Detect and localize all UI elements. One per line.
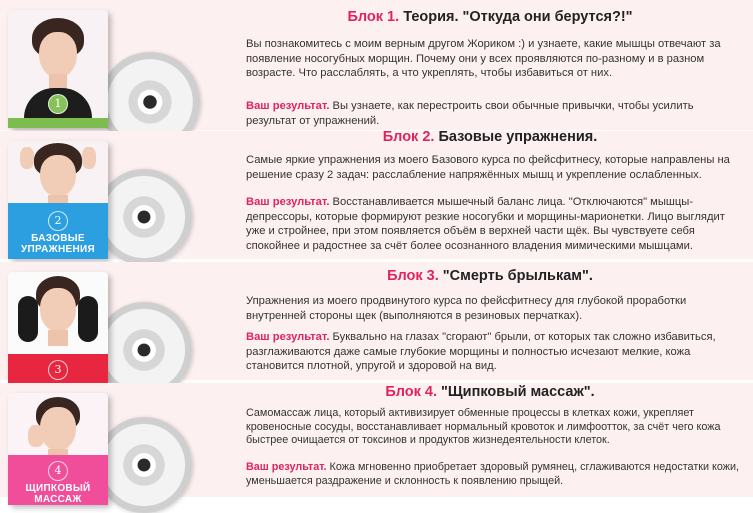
dvd-artwork-4 (0, 383, 230, 505)
block-number-badge: 2 (48, 211, 68, 231)
result-label: Ваш результат. (246, 100, 330, 112)
result-text: Буквально на глазах "сгорают" брыли, от которых так сложно избавиться, разглаживаются даже самые глубокие морщины и полностью исчезают мелкие, кожа становится плотной, упругой и здоровой на вид. (246, 331, 716, 372)
block-number-badge: 4 (48, 461, 68, 481)
block-title (240, 384, 740, 400)
block-description: Самомассаж лица, который активизирует обменные процессы в клетках кожи, укрепляет кровеносные сосуды, восстанавливает нормальный кровоток и лимфоотток, за счёт чего кожа быстрее очищается от токсинов и продуктов жизнедеятельности клеток. (246, 407, 721, 446)
block-3 (0, 262, 753, 380)
result-text: Кожа мгновенно приобретает здоровый румянец, сглаживаются недостатки кожи, уменьшается раздражение и склонность к появлению прыщей. (246, 461, 740, 487)
dvd-case-cover (8, 141, 108, 259)
block-result (246, 461, 740, 488)
block-result (246, 330, 740, 374)
dvd-disc-image (96, 417, 192, 513)
dvd-artwork-1 (0, 0, 230, 130)
block-title (240, 9, 740, 25)
block-label: Блок 3. (387, 268, 439, 284)
block-number-badge: 3 (48, 360, 68, 380)
block-description: Самые яркие упражнения из моего Базового курса по фейсфитнесу, которые направлены на решение сразу 2 задач: расслабление напряжённых мышц и укрепление ослабленных. (246, 154, 730, 181)
block-heading: Базовые упражнения. (438, 129, 598, 145)
block-description: Упражнения из моего продвинутого курса по фейсфитнесу для глубокой проработки внутренней стороны щек (выполняются в резиновых перчатках). (246, 295, 687, 322)
result-text: Вы узнаете, как перестроить свои обычные привычки, чтобы усилить результат от упражнений. (246, 100, 694, 127)
dvd-disc-image (96, 169, 192, 265)
dvd-artwork-3 (0, 262, 230, 380)
block-2 (0, 131, 753, 259)
result-label: Ваш результат. (246, 461, 327, 473)
cover-title: ЩИПКОВЫЙ МАССАЖ (25, 483, 91, 505)
block-title (240, 268, 740, 284)
dvd-case-cover (8, 393, 108, 505)
block-label: Блок 1. (347, 9, 400, 25)
block-heading: Теория. "Откуда они берутся?!" (403, 9, 633, 25)
dvd-case-cover (8, 272, 108, 384)
dvd-case-cover (8, 10, 108, 128)
result-text: Восстанавливается мышечный баланс лица. "Отключаются" мышцы-депрессоры, которые формируют резкие носогубки и морщины-марионетки. Лицо выглядит уже и стройнее, при этом появляется объём в верхней части щёк. Вы чувствуете себя спокойнее и радостнее за счёт более осознанного владения мимическими мышцами. (246, 196, 725, 252)
cover-title: БАЗОВЫЕ УПРАЖНЕНИЯ (21, 233, 95, 255)
block-4 (0, 383, 753, 505)
block-heading: "Смерть брылькам". (442, 268, 593, 284)
block-description: Вы познакомитесь с моим верным другом Жориком :) и узнаете, какие мышцы отвечают за появление носогубных морщин. Почему они у всех проявляются по-разному и в разном возрасте. Что расслаблять, а что укреплять, чтобы избавиться от них. (246, 38, 721, 79)
block-result (246, 195, 740, 253)
dvd-artwork-2 (0, 131, 230, 259)
block-label: Блок 2. (382, 129, 435, 145)
result-label: Ваш результат. (246, 196, 330, 208)
block-number-badge: 1 (48, 94, 68, 114)
block-heading: "Щипковый массаж". (441, 384, 595, 400)
block-label: Блок 4. (385, 384, 437, 400)
result-label: Ваш результат. (246, 331, 330, 343)
block-1 (0, 0, 753, 130)
presenter-photo (16, 276, 100, 360)
block-result (246, 99, 740, 128)
block-title (240, 129, 740, 145)
